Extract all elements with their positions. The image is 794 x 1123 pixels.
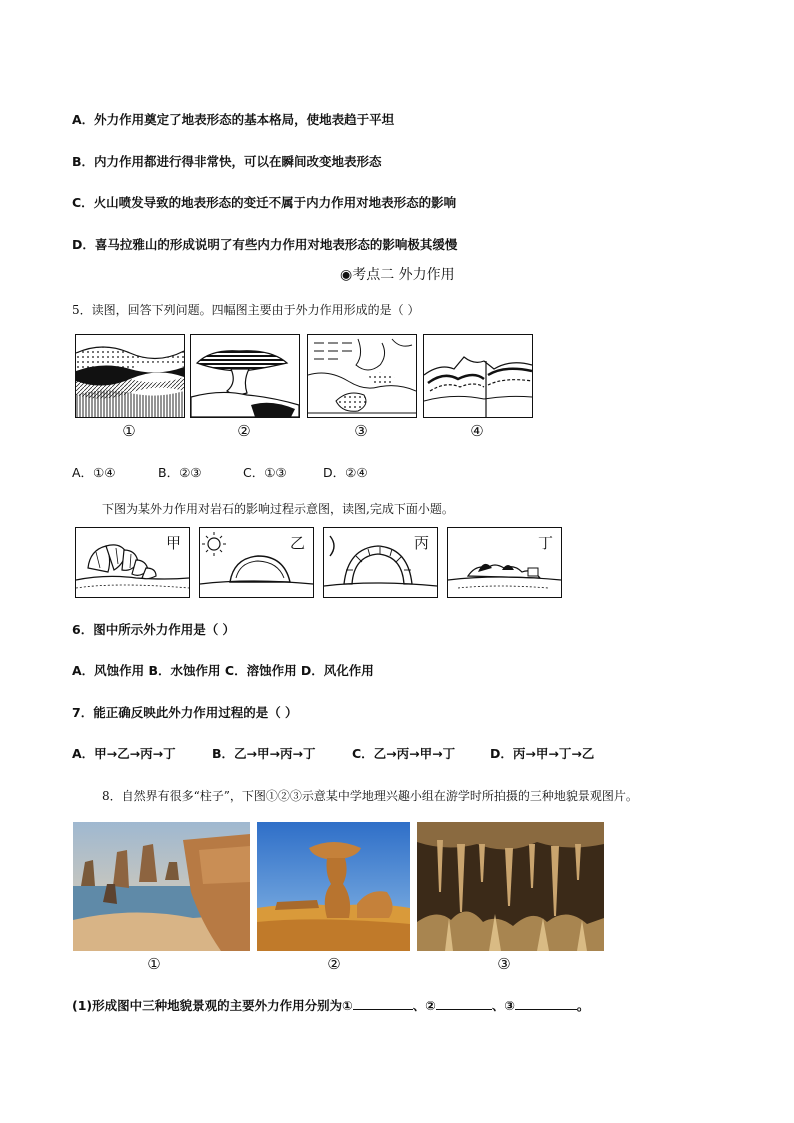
q5-figure-3-coastal-deposit xyxy=(307,334,417,418)
q8-caption-1: ① xyxy=(147,955,161,973)
answer-blank-1[interactable] xyxy=(353,997,413,1010)
answer-blank-2[interactable] xyxy=(436,997,492,1010)
q6-options: A．风蚀作用 B．水蚀作用 C．溶蚀作用 D．风化作用 xyxy=(72,663,374,678)
q5-caption-1: ① xyxy=(122,422,136,440)
panel-label-ding: 丁 xyxy=(537,534,553,552)
q5-figure-1-folded-strata xyxy=(75,334,185,418)
q8-stem: 8．自然界有很多“柱子”，下图①②③示意某中学地理兴趣小组在游学时所拍摄的三种地貌景观图片。 xyxy=(102,789,638,803)
q5-option-c: C．①③ xyxy=(243,465,287,480)
q7-option-d: D．丙→甲→丁→乙 xyxy=(490,746,595,761)
q5-figure-2-mushroom-rock xyxy=(190,334,300,418)
q8-caption-3: ③ xyxy=(497,955,511,973)
q7-option-b: B．乙→甲→丙→丁 xyxy=(212,746,316,761)
q8-sep-1: 、② xyxy=(412,998,436,1013)
photo-mushroom-rock xyxy=(257,822,410,951)
photo-sea-stacks xyxy=(73,822,250,951)
panel-label-bing: 丙 xyxy=(413,534,429,552)
q5-option-d: D．②④ xyxy=(323,465,368,480)
q5-stem: 5．读图，回答下列问题。四幅图主要由于外力作用形成的是（ ） xyxy=(72,303,420,317)
q4-option-c: C．火山喷发导致的地表形态的变迁不属于内力作用对地表形态的影响 xyxy=(72,195,457,210)
q5-caption-2: ② xyxy=(237,422,251,440)
q6-stem: 6．图中所示外力作用是（ ） xyxy=(72,622,236,637)
q8-sep-2: 、③ xyxy=(491,998,515,1013)
q4-option-d: D．喜马拉雅山的形成说明了有些内力作用对地表形态的影响极其缓慢 xyxy=(72,237,458,252)
q4-option-a: A．外力作用奠定了地表形态的基本格局，使地表趋于平坦 xyxy=(72,112,395,127)
q5-figure-4-faulted-strata xyxy=(423,334,533,418)
answer-blank-3[interactable] xyxy=(515,997,577,1010)
q5-caption-3: ③ xyxy=(354,422,368,440)
q8-sub1-prefix: (1)形成图中三种地貌景观的主要外力作用分别为① xyxy=(72,998,353,1013)
q7-stem: 7．能正确反映此外力作用过程的是（ ） xyxy=(72,705,298,720)
q4-option-b: B．内力作用都进行得非常快，可以在瞬间改变地表形态 xyxy=(72,154,382,169)
photo-stalactite-cave xyxy=(417,822,604,951)
q5-option-a: A．①④ xyxy=(72,465,116,480)
q8-end: 。 xyxy=(576,998,590,1013)
panel-label-jia: 甲 xyxy=(165,534,181,552)
weathering-panel-ding xyxy=(447,527,562,598)
q5-option-b: B．②③ xyxy=(158,465,202,480)
section-title: ◉考点二 外力作用 xyxy=(340,267,455,283)
q8-caption-2: ② xyxy=(327,955,341,973)
q7-option-a: A．甲→乙→丙→丁 xyxy=(72,746,176,761)
weathering-panel-jia xyxy=(75,527,190,598)
panel-label-yi: 乙 xyxy=(289,534,305,552)
q5-caption-4: ④ xyxy=(470,422,484,440)
weathering-panel-yi xyxy=(199,527,314,598)
q7-option-c: C．乙→丙→甲→丁 xyxy=(352,746,456,761)
weathering-panel-bing xyxy=(323,527,438,598)
q8-sub1 xyxy=(72,996,589,1014)
q6-7-intro: 下图为某外力作用对岩石的影响过程示意图，读图,完成下面小题。 xyxy=(102,502,454,516)
